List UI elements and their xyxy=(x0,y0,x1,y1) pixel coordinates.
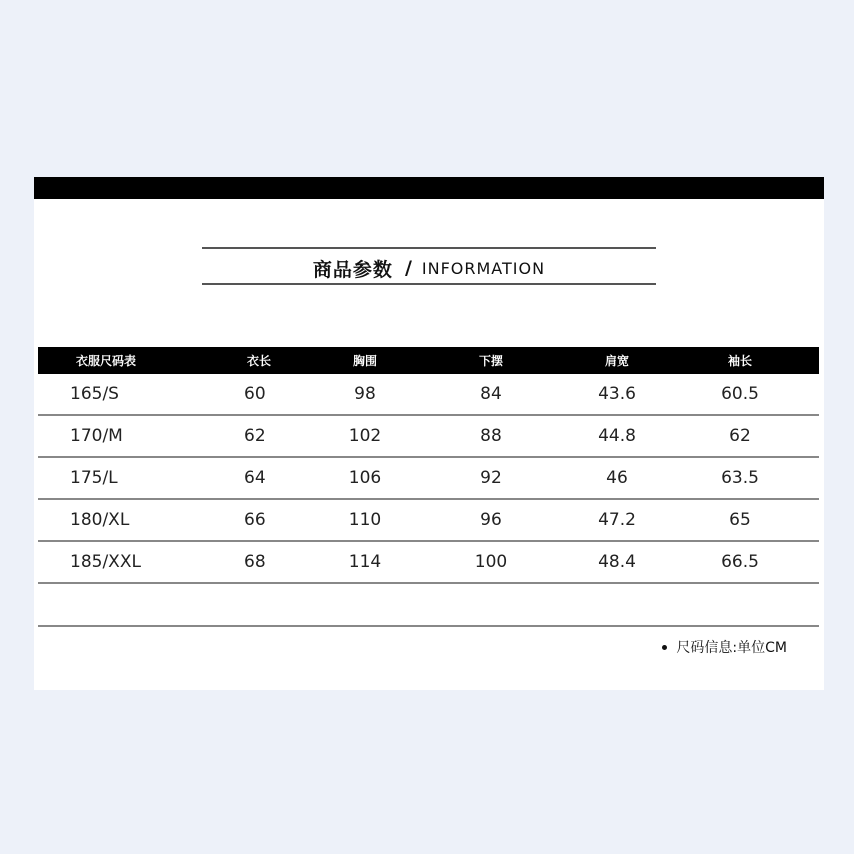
cell-hem: 88 xyxy=(480,426,502,446)
top-bar xyxy=(34,177,824,199)
cell-hem: 100 xyxy=(474,552,508,572)
header-shoulder: 肩宽 xyxy=(604,354,629,368)
header-chest: 胸围 xyxy=(352,354,377,368)
bullet-icon xyxy=(662,645,667,650)
cell-chest: 102 xyxy=(348,426,382,446)
cell-length: 64 xyxy=(244,468,266,488)
cell-hem: 84 xyxy=(480,384,502,404)
cell-length: 62 xyxy=(244,426,266,446)
section-title xyxy=(202,253,656,283)
cell-chest: 106 xyxy=(348,468,382,488)
cell-shoulder: 47.2 xyxy=(598,510,636,530)
cell-hem: 96 xyxy=(480,510,502,530)
unit-note-text: 尺码信息:单位CM xyxy=(676,640,787,656)
cell-hem: 92 xyxy=(480,468,502,488)
cell-size: 180/XL xyxy=(70,510,130,530)
cell-size: 170/M xyxy=(70,426,123,446)
table-row xyxy=(38,416,819,458)
cell-shoulder: 48.4 xyxy=(598,552,636,572)
table-row xyxy=(38,500,819,542)
title-divider-top xyxy=(202,247,656,249)
cell-length: 60 xyxy=(244,384,266,404)
cell-sleeve: 60.5 xyxy=(721,384,759,404)
title-divider-bottom xyxy=(202,283,656,285)
cell-size: 175/L xyxy=(70,468,118,488)
cell-size: 165/S xyxy=(70,384,119,404)
cell-size: 185/XXL xyxy=(70,552,141,572)
table-row xyxy=(38,458,819,500)
title-slash: / xyxy=(404,257,412,279)
cell-shoulder: 43.6 xyxy=(598,384,636,404)
header-size-chart: 衣服尺码表 xyxy=(76,354,137,368)
cell-sleeve: 66.5 xyxy=(721,552,759,572)
cell-chest: 114 xyxy=(348,552,382,572)
cell-chest: 110 xyxy=(348,510,382,530)
unit-note xyxy=(662,637,787,657)
cell-shoulder: 44.8 xyxy=(598,426,636,446)
cell-shoulder: 46 xyxy=(606,468,628,488)
header-length: 衣长 xyxy=(247,354,272,368)
header-sleeve: 袖长 xyxy=(727,354,752,368)
table-row xyxy=(38,374,819,416)
title-english: INFORMATION xyxy=(421,258,546,278)
cell-length: 66 xyxy=(244,510,266,530)
cell-sleeve: 65 xyxy=(729,510,751,530)
size-chart-card xyxy=(34,177,824,690)
table-header-row xyxy=(38,347,819,374)
cell-length: 68 xyxy=(244,552,266,572)
cell-sleeve: 62 xyxy=(729,426,751,446)
cell-sleeve: 63.5 xyxy=(721,468,759,488)
header-hem: 下摆 xyxy=(478,354,503,368)
table-row xyxy=(38,542,819,584)
table-row-empty xyxy=(38,584,819,627)
size-table xyxy=(38,347,819,627)
title-chinese: 商品参数 xyxy=(312,258,393,281)
cell-chest: 98 xyxy=(354,384,376,404)
